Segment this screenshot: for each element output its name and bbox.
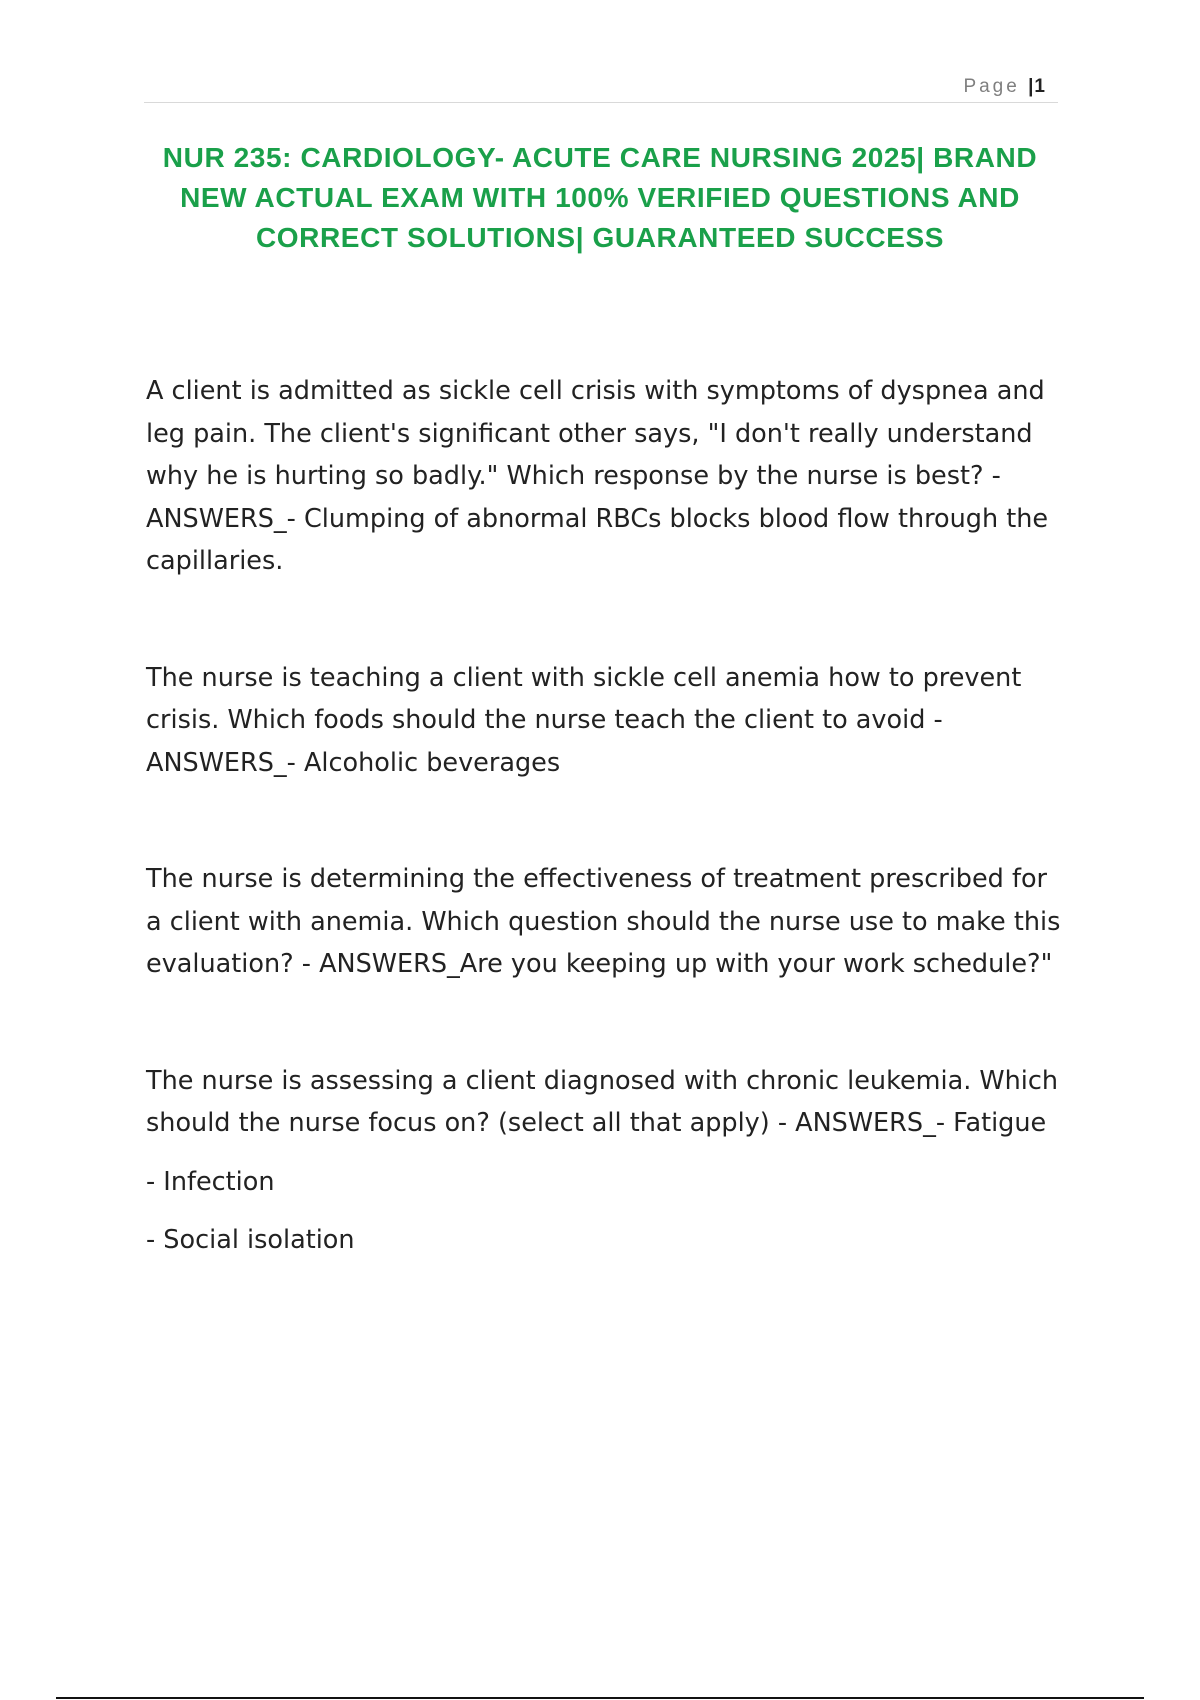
page-label: Page [963,76,1020,97]
question-text: The nurse is determining the effectiveness of treatment prescribed for a client with anemia. Which question should the nurse use to make this evaluation? - ANSWERS_Are you keeping up with your work schedule?" [146,864,1061,979]
question-item-3 [146,858,1066,986]
question-text: The nurse is teaching a client with sickle cell anemia how to prevent crisis. Which foods should the nurse teach the client to avoid - ANSWERS_- Alcoholic beverages [146,662,1022,778]
page-separator: | [1028,76,1035,97]
question-item-4 [146,1060,1066,1262]
question-text: A client is admitted as sickle cell crisis with symptoms of dyspnea and leg pain. The client's significant other says, "I don't really understand why he is hurting so badly." Which response by the nurse is best? - ANSWERS_- Clumping of abnormal RBCs blocks blood flow through the capillaries. [146,376,1049,576]
page-number: 1 [1034,76,1046,97]
answer-option: - Social isolation [146,1225,355,1255]
question-list [146,370,1066,1262]
page-number-label [963,76,1046,98]
question-item-2 [146,657,1066,785]
page-header [144,72,1058,103]
document-title: NUR 235: CARDIOLOGY- ACUTE CARE NURSING 2025| BRAND NEW ACTUAL EXAM WITH 100% VERIFIED QUESTIONS AND CORRECT SOLUTIONS| GUARANTEED SUCCESS [162,142,1038,253]
footer-divider [56,1697,1144,1699]
answer-option: - Infection [146,1166,275,1197]
question-item-1 [146,370,1066,583]
question-text: The nurse is assessing a client diagnosed with chronic leukemia. Which should the nurse focus on? (select all that apply) - ANSWERS_- Fatigue [146,1065,1059,1138]
